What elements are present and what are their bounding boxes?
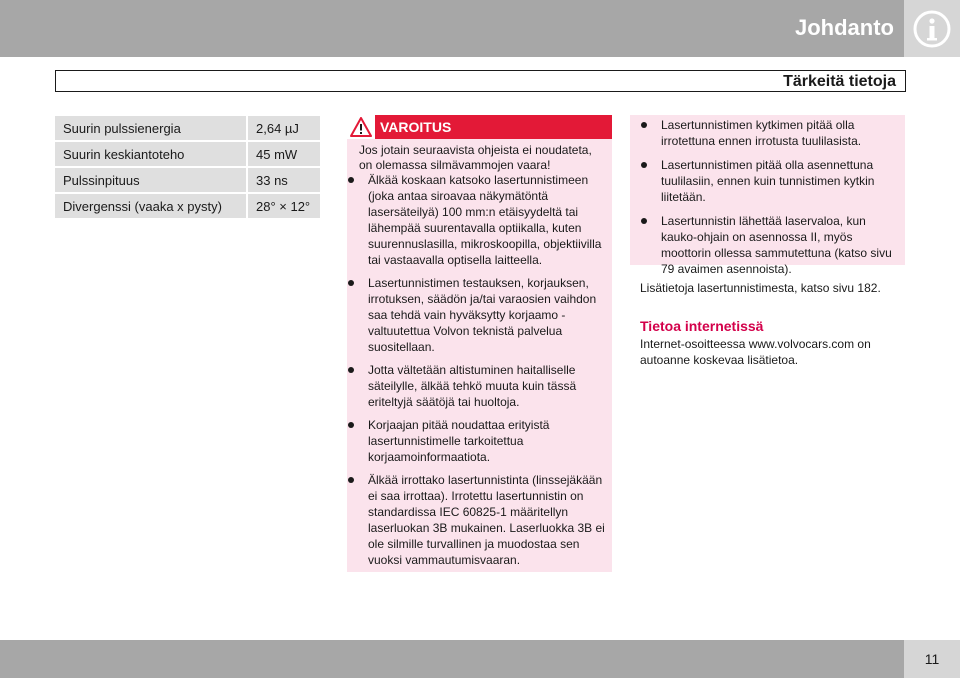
spec-value: 2,64 µJ: [246, 116, 320, 140]
list-item: Jotta vältetään altistuminen haitalliselle säteilylle, älkää tehkö muuta kuin tässä eriteltyjä säätöjä tai huoltoja.: [347, 362, 612, 410]
warning-title: VAROITUS: [380, 119, 452, 135]
list-item: Korjaajan pitää noudattaa erityistä lasertunnistimelle tarkoitettua korjaamoinformaatiota.: [347, 417, 612, 465]
spec-value: 33 ns: [246, 168, 320, 192]
spec-value: 28° × 12°: [246, 194, 320, 218]
list-item: Lasertunnistin lähettää laservaloa, kun kauko-ohjain on asennossa II, myös moottorin ollessa sammutettuna (katso sivu 79 avaimen asennoista).: [640, 213, 905, 277]
spec-label: Divergenssi (vaaka x pysty): [55, 194, 246, 218]
table-row: [55, 142, 320, 166]
warning-header: [347, 115, 612, 139]
spec-label: Pulssinpituus: [55, 168, 246, 192]
header-bar: [0, 0, 960, 57]
list-item: Lasertunnistimen testauksen, korjauksen, irrotuksen, säädön ja/tai varaosien vaihdon saa tehdä vain hyväksytty korjaamo - valtuutettua Volvon teknistä palvelua suositellaan.: [347, 275, 612, 355]
table-row: [55, 116, 320, 140]
chapter-title: Johdanto: [795, 15, 894, 40]
warning-list: [347, 172, 612, 568]
section-title: Tärkeitä tietoja: [783, 73, 896, 90]
internet-text: Internet-osoitteessa www.volvocars.com on autoanne koskevaa lisätietoa.: [640, 337, 871, 367]
more-info-text: Lisätietoja lasertunnistimesta, katso sivu 182.: [640, 281, 881, 295]
table-row: [55, 168, 320, 192]
warning-triangle-icon: [347, 115, 375, 139]
notes-box: [630, 115, 905, 276]
internet-heading: Tietoa internetissä: [640, 318, 764, 334]
notes-list: [640, 117, 905, 277]
footer-bar: [0, 640, 960, 678]
spec-label: Suurin keskiantoteho: [55, 142, 246, 166]
list-item: Älkää koskaan katsoko lasertunnistimeen (joka antaa siroavaa näkymätöntä lasersäteilyä) 100 mm:n etäisyydeltä tai lähempää suurentavalla optiikalla, kuten suurennuslasilla, mikroskoopilla, objektiivilla tai vastaavalla optisella laitteella.: [347, 172, 612, 268]
warning-intro: Jos jotain seuraavista ohjeista ei noudateta, on olemassa silmävammojen vaara!: [359, 143, 592, 172]
spec-label: Suurin pulssienergia: [55, 116, 246, 140]
page-number: 11: [904, 640, 960, 678]
list-item: Älkää irrottako lasertunnistinta (linssejäkään ei saa irrottaa). Irrotettu lasertunnistin on standardissa IEC 60825-1 määritellyn laserluokan 3B mukainen. Laserluokka 3B ei ole silmille turvallinen ja muodostaa sen vuoksi vammautumisvaaran.: [347, 472, 612, 568]
section-header: [55, 70, 906, 92]
spec-value: 45 mW: [246, 142, 320, 166]
laser-spec-table: [55, 114, 320, 220]
info-icon: [904, 0, 960, 57]
warning-box: [347, 115, 612, 572]
table-row: [55, 194, 320, 218]
list-item: Lasertunnistimen pitää olla asennettuna tuulilasiin, ennen kuin tunnistimen kytkin liitetään.: [640, 157, 905, 205]
list-item: Lasertunnistimen kytkimen pitää olla irrotettuna ennen irrotusta tuulilasista.: [640, 117, 905, 149]
